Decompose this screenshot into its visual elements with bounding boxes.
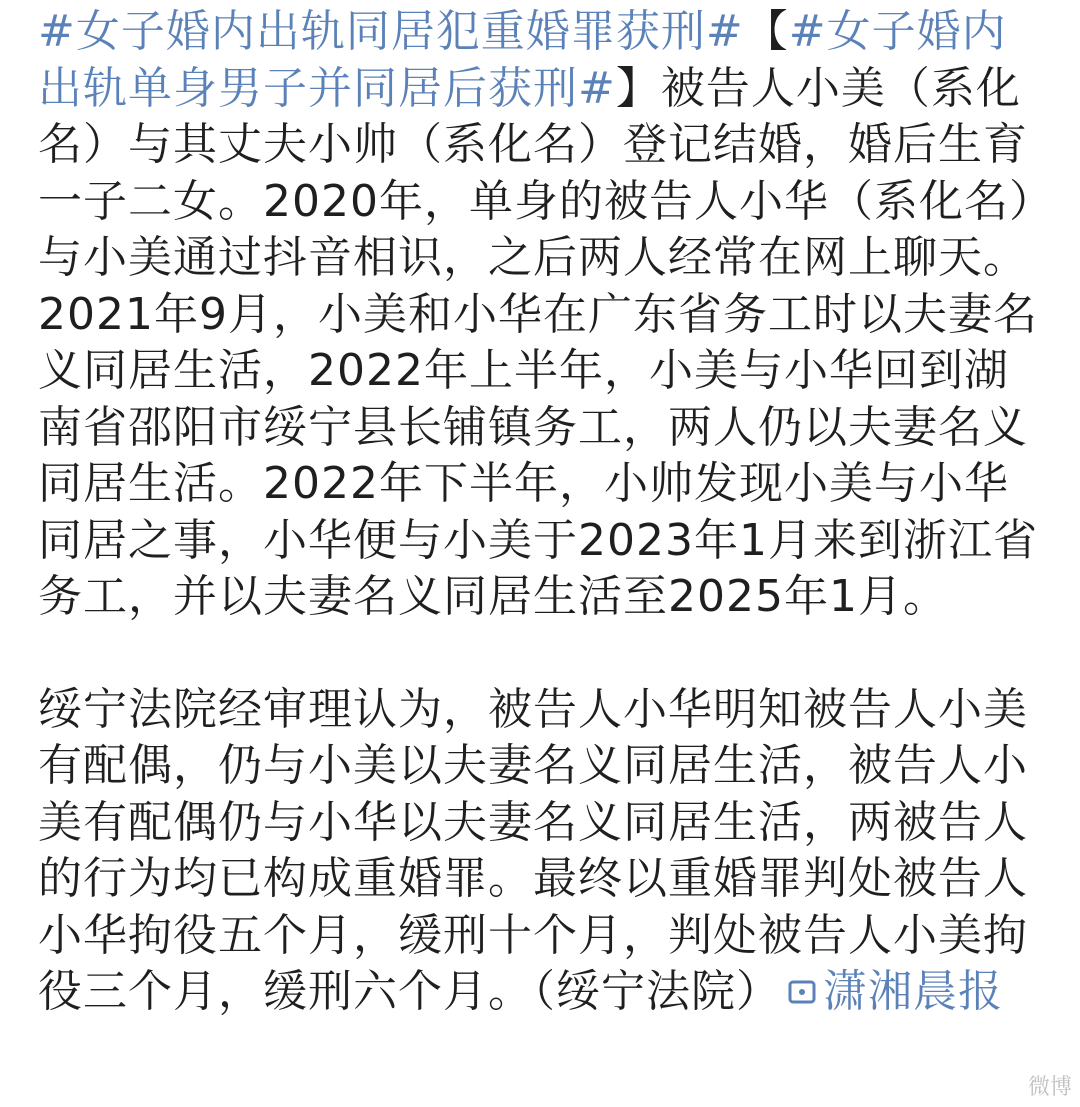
paragraph-1-text: 被告人小美（系化名）与其丈夫小帅（系化名）登记结婚，婚后生育一子二女。2020年，单身的被告人小华（系化名）与小美通过抖音相识，之后两人经常在网上聊天。2021年9月，小美和小华在广东省务工时以夫妻名义同居生活，2022年上半年，小美与小华回到湖南省邵阳市绥宁县长铺镇务工，两人仍以夫妻名义同居生活。2022年下半年，小帅发现小美与小华同居之事，小华便与小美于2023年1月来到浙江省务工，并以夫妻名义同居生活至2025年1月。 xyxy=(38,62,1038,622)
weibo-watermark: 微博 xyxy=(1027,1075,1072,1100)
topic-tag-1[interactable]: #女子婚内出轨同居犯重婚罪获刑# xyxy=(38,6,744,57)
paragraph-2-text: 绥宁法院经审理认为，被告人小华明知被告人小美有配偶，仍与小美以夫妻名义同居生活，被告人小美有配偶仍与小华以夫妻名义同居生活，两被告人的行为均已构成重婚罪。最终以重婚罪判处被告人小华拘役五个月，缓刑十个月，判处被告人小美拘役三个月，缓刑六个月。（绥宁法院） xyxy=(38,683,1028,1017)
source-link-text[interactable]: 潇湘晨报 xyxy=(823,966,1003,1017)
link-icon xyxy=(787,975,817,1009)
post-content xyxy=(38,4,1050,1021)
bracket-close: 】 xyxy=(615,62,661,114)
post-paragraph-2 xyxy=(38,682,1050,1021)
source-link[interactable] xyxy=(781,966,1003,1017)
topic-tag-2[interactable]: #女子婚内出轨单身男子并同居后获刑# xyxy=(38,6,1007,114)
bracket-open: 【 xyxy=(743,6,789,57)
post-paragraph-1 xyxy=(38,4,1050,626)
